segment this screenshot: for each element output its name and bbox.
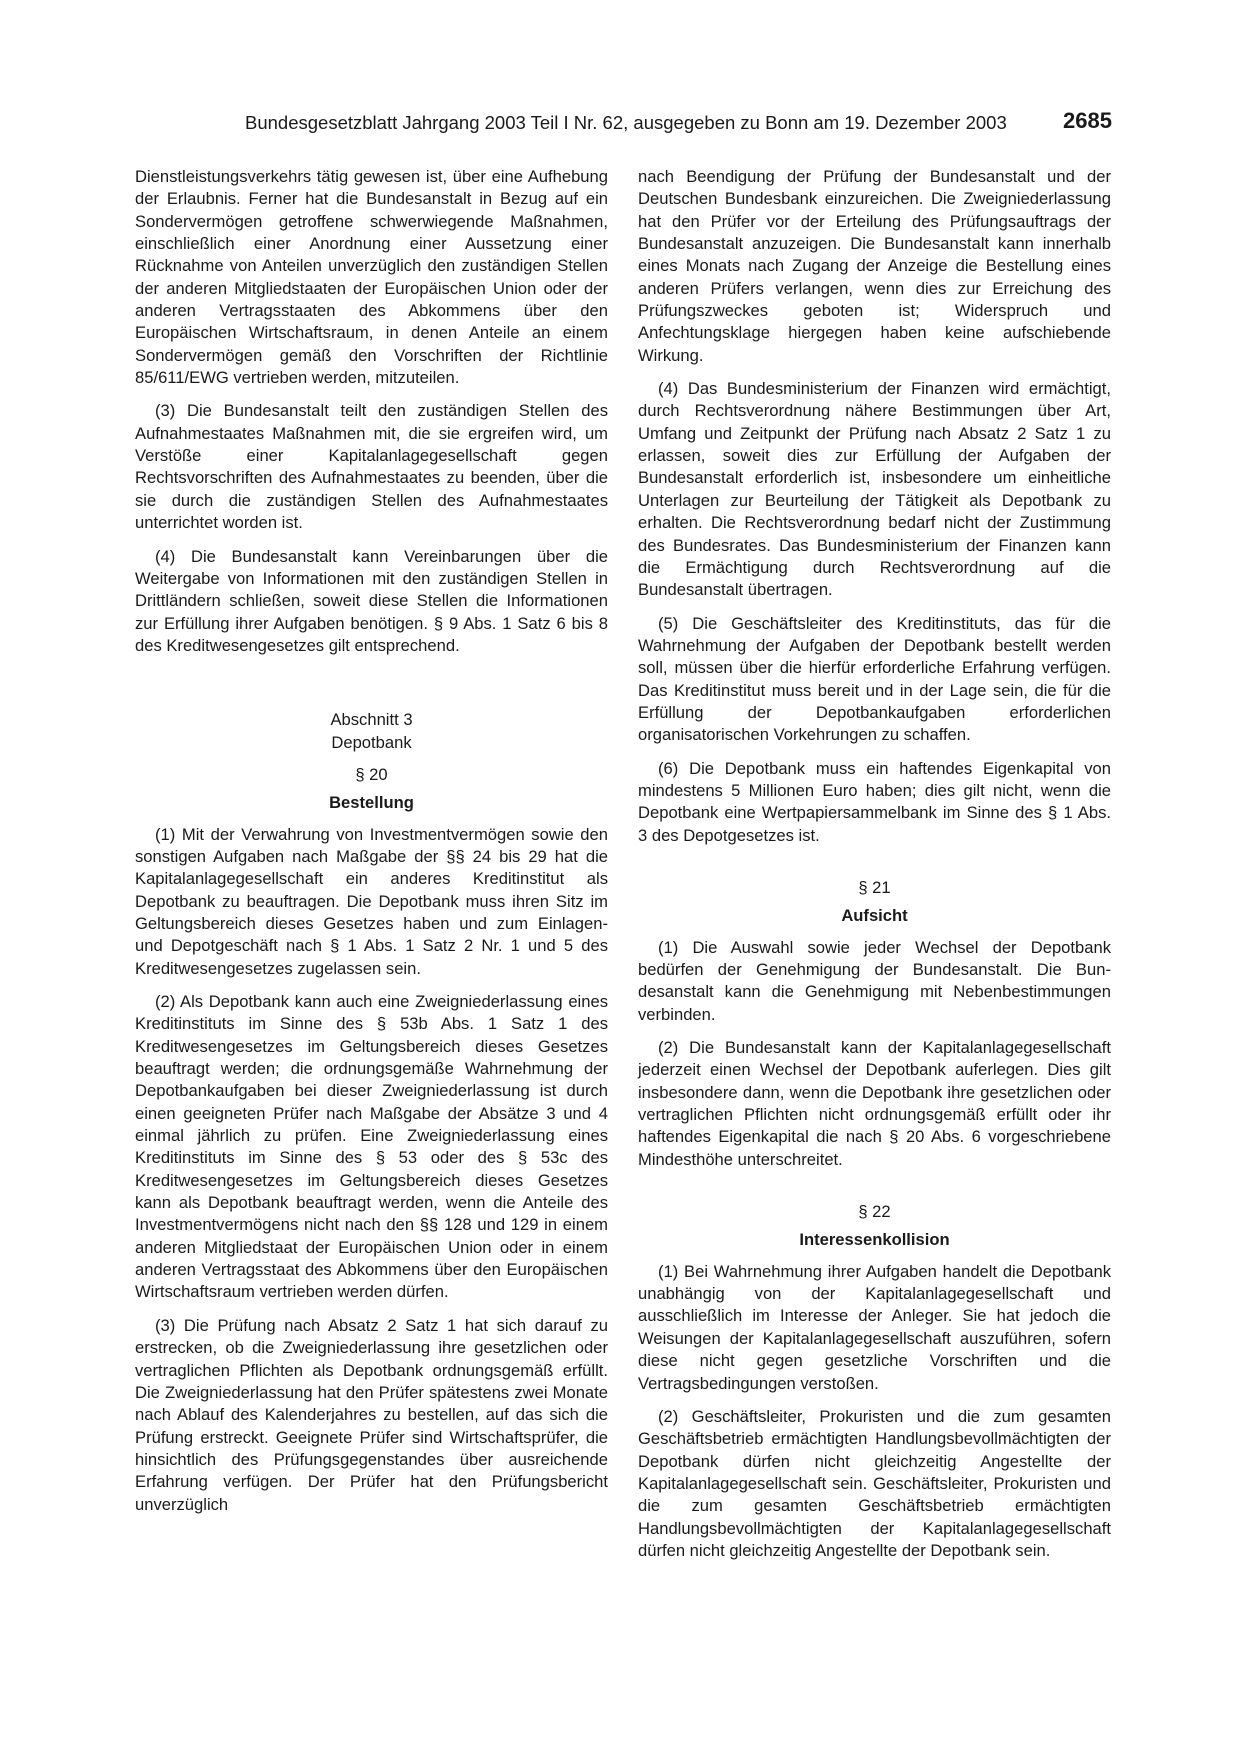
- paragraph-20-3: (3) Die Prüfung nach Absatz 2 Satz 1 hat sich darauf zu erstrecken, ob die Zweigniederlassung ihre gesetzlichen oder vertraglichen Pflichten als Depotbank ordnungsgemäß erfüllt. Die Zweigniederlassung hat den Prüfer spätestens zwei Monate nach Ablauf des Kalenderjahres zu bestellen, auf das sich die Prüfung erstreckt. Geeignete Prüfer sind Wirtschaftsprüfer, die hinsichtlich des Prüfungsgegenstandes über ausreichende Erfahrung verfügen. Der Prüfer hat den Prüfungsbericht unverzüglich: [135, 1315, 608, 1514]
- paragraph-20-2: (2) Als Depotbank kann auch eine Zweigniederlassung eines Kreditinstituts im Sinne des § 53b Abs. 1 Satz 1 des Kreditwesengesetzes im Geltungsbereich dieses Gesetzes beauftragt werden; die ordnungsgemäße Wahrnehmung der Depotbankaufgaben bei dieser Zweigniederlassung ist durch einen geeigneten Prüfer nach Maßgabe der Absätze 3 und 4 einmal jährlich zu prüfen. Eine Zweigniederlassung eines Kreditinstituts im Sinne des § 53 oder des § 53c des Kreditwesengesetzes im Geltungsbereich dieses Gesetzes kann als Depotbank beauftragt werden, wenn die Anteile des Investmentvermögens nicht nach den §§ 128 und 129 in einem anderen Mitgliedstaat der Europäischen Union oder in einem anderen Vertragsstaat des Abkommens über den Europäischen Wirtschaftsraum vertrieben werden dürfen.: [135, 992, 608, 1302]
- heading-bestellung: Bestellung: [329, 793, 414, 813]
- heading-22: [638, 1201, 1111, 1252]
- page-number: 2685: [1063, 108, 1112, 133]
- continued-paragraph: Dienstleistungsverkehrs tätig gewesen ist, über eine Aufhebung der Erlaubnis. Ferner hat die Bundesanstalt in Bezug auf ein Sondervermögen getroffene schwerwiegende Maßnahmen, einschließlich einer Anordnung einer Aussetzung einer Rücknahme von Anteilen unverzüglich den zuständigen Stellen der anderen Mitgliedstaaten der Europäischen Union oder der anderen Vertragsstaaten des Abkommens über den Europäischen Wirtschaftsraum, in denen Anteile an einem Sondervermögen gemäß den Vorschriften der Richtlinie 85/611/EWG vertrieben werden, mitzuteilen.: [135, 167, 608, 388]
- section-title: Depotbank: [331, 732, 412, 752]
- paragraph-19-4: (4) Die Bundesanstalt kann Vereinbarungen über die Weitergabe von Informationen mit den zuständigen Stellen in Drittländern schließen, soweit diese Stellen die Informationen zur Erfüllung ihrer Aufgaben benötigen. § 9 Abs. 1 Satz 6 bis 8 des Kreditwesengesetzes gilt entsprechend.: [135, 546, 608, 655]
- paragraph-22-1: (1) Bei Wahrnehmung ihrer Aufgaben handelt die Depotbank unabhängig von der Kapitalanlagegesellschaft und ausschließlich im Interesse der Anleger. Sie hat jedoch die Weisungen der Kapitalanlagegesellschaft auszuführen, sofern diese nicht gegen gesetzliche Vorschriften und die Vertragsbedingungen verstoßen.: [638, 1261, 1111, 1393]
- paragraph-21-1: (1) Die Auswahl sowie jeder Wechsel der Depotbank bedürfen der Genehmigung der Bundesanstalt. Die Bundesanstalt kann die Genehmigung mit Nebenbestimmungen verbinden.: [638, 937, 1111, 1024]
- paragraph-sign-20: § 20: [355, 764, 388, 784]
- paragraph-sign-22: § 22: [858, 1202, 891, 1222]
- paragraph-19-3: (3) Die Bundesanstalt teilt den zuständigen Stellen des Aufnahmestaates Maßnahmen mit, die sie ergreifen wird, um Verstöße einer Kapitalanlagegesellschaft gegen Rechtsvorschriften des Aufnahmestaates zu beenden, über die sie durch die zuständigen Stellen des Aufnahmestaates unterrichtet worden ist.: [135, 401, 608, 533]
- heading-21: [638, 877, 1111, 928]
- paragraph-20-1: (1) Mit der Verwahrung von Investmentvermögen sowie den sonstigen Aufgaben nach Maßgabe der §§ 24 bis 29 hat die Kapitalanlagegesellschaft ein anderes Kreditinstitut als Depotbank zu beauftragen. Die Depotbank muss ihren Sitz im Geltungsbereich dieses Gesetzes haben und zum Einlagen- und Depotgeschäft nach § 1 Abs. 1 Satz 2 Nr. 1 und 5 des Kreditwesengesetzes zugelassen sein.: [135, 824, 608, 978]
- paragraph-20-4: (4) Das Bundesministerium der Finanzen wird ermächtigt, durch Rechtsverordnung nähere Bestimmungen über Art, Umfang und Zeitpunkt der Prüfung nach Absatz 2 Satz 1 zu erlassen, soweit dies zur Erfüllung der Aufgaben der Bundesanstalt erforderlich ist, insbesondere um einheitliche Unterlagen zur Beurteilung der Tätigkeit als Depotbank zu erhalten. Die Rechtsverordnung bedarf nicht der Zustimmung des Bundesrates. Das Bundesministerium der Finanzen kann die Ermächtigung durch Rechtsverordnung auf die Bundesanstalt übertragen.: [638, 379, 1111, 600]
- paragraph-sign-21: § 21: [858, 877, 891, 897]
- heading-aufsicht: Aufsicht: [841, 906, 908, 926]
- publication-header: Bundesgesetzblatt Jahrgang 2003 Teil I Nr. 62, ausgegeben zu Bonn am 19. Dezember 2003: [245, 112, 1007, 133]
- continued-paragraph-right: nach Beendigung der Prüfung der Bundesanstalt und der Deutschen Bundesbank einzureichen. Die Zweigniederlassung hat den Prüfer vor der Erteilung des Prüfungsauftrags der Bundesanstalt anzuzeigen. Die Bundesanstalt kann innerhalb eines Monats nach Zugang der Anzeige die Bestellung eines anderen Prüfers verlangen, wenn dies zur Erreichung des Prüfungszweckes geboten ist; Widerspruch und Anfechtungsklage hiergegen haben keine aufschiebende Wirkung.: [638, 167, 1111, 365]
- right-column: [638, 166, 1111, 1573]
- left-column: [135, 166, 608, 1527]
- paragraph-21-2: (2) Die Bundesanstalt kann der Kapitalanlagegesellschaft jederzeit einen Wechsel der Depotbank auferlegen. Dies gilt insbesondere dann, wenn die Depotbank ihre gesetzlichen oder vertraglichen Pflichten nicht ordnungsgemäß erfüllt oder ihr haftendes Eigenkapital die nach § 20 Abs. 6 vorgeschriebene Mindesthöhe unterschreitet.: [638, 1038, 1111, 1169]
- section-label: Abschnitt 3: [330, 710, 413, 730]
- heading-interessenkollision: Interessenkollision: [799, 1230, 950, 1250]
- section-heading: [135, 709, 608, 814]
- page-header: [135, 100, 1112, 140]
- paragraph-20-5: (5) Die Geschäftsleiter des Kreditinstituts, das für die Wahrnehmung der Aufgaben der Depotbank bestellt werden soll, müssen über die hierfür erforderliche Erfahrung verfügen. Das Kreditinstitut muss bereit und in der Lage sein, die für die Erfüllung der Depotbankaufgaben erforderlichen organisatorischen Vorkehrungen zu schaffen.: [638, 613, 1111, 745]
- paragraph-20-6: (6) Die Depotbank muss ein haftendes Eigenkapital von mindestens 5 Millionen Euro haben; dies gilt nicht, wenn die Depotbank eine Wertpapiersammelbank im Sinne des § 1 Abs. 3 des Depotgesetzes ist.: [638, 758, 1111, 845]
- paragraph-22-2: (2) Geschäftsleiter, Prokuristen und die zum gesamten Geschäftsbetrieb ermächtigten Handlungsbevollmächtigten der Depotbank dürfen nicht gleichzeitig Angestellte der Kapitalanlagegesellschaft sein. Geschäftsleiter, Prokuristen und die zum gesamten Geschäftsbetrieb ermächtigten Handlungsbevollmächtigten der Kapitalanlagegesellschaft dürfen nicht gleichzeitig Angestellte der Depotbank sein.: [638, 1406, 1111, 1560]
